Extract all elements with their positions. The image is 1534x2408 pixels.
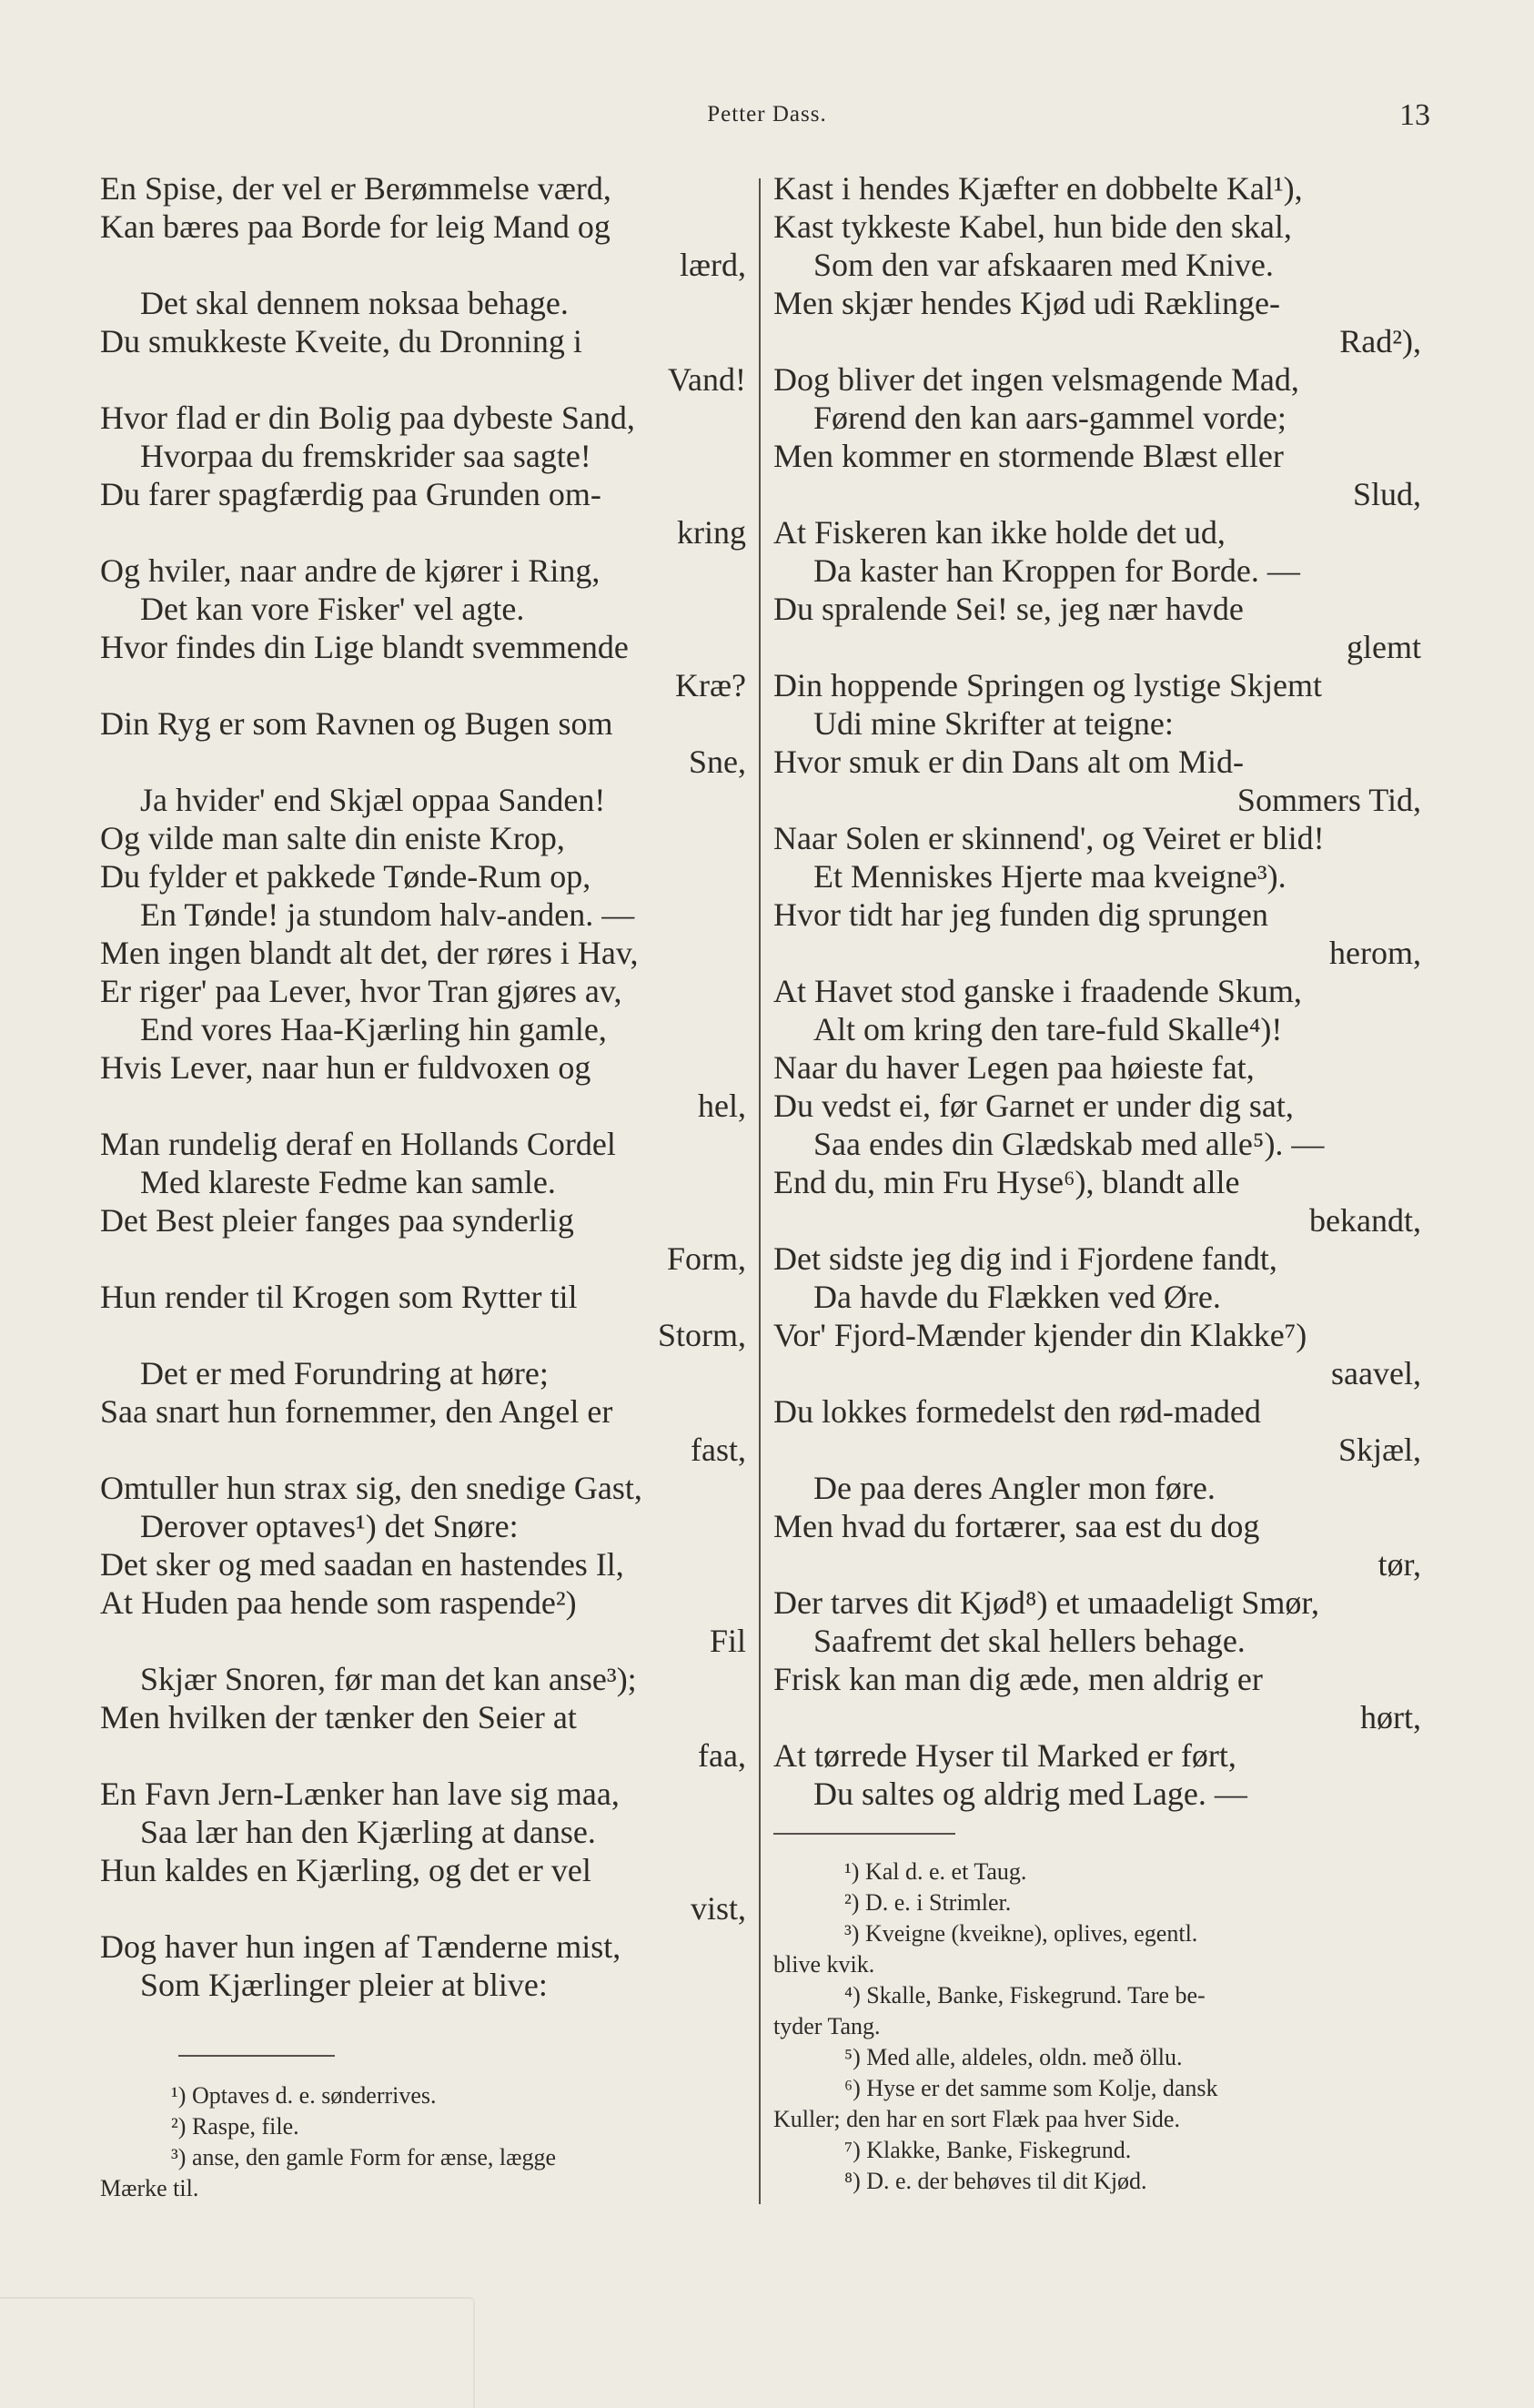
verse-line: Kan bæres paa Borde for leig Mand og [100, 208, 611, 245]
footnote: ²) Raspe, file. [171, 2113, 299, 2140]
left-footnotes [100, 2080, 746, 2204]
left-poem [100, 169, 746, 2004]
footnote: ⁸) D. e. der behøves til dit Kjød. [844, 2168, 1147, 2194]
verse-line: faa, [698, 1737, 746, 1774]
right-poem [773, 169, 1421, 1813]
verse-line: Som den var afskaaren med Knive. [813, 247, 1274, 283]
verse-line: Sne, [689, 744, 746, 780]
footnote: Kuller; den har en sort Flæk paa hver Side. [773, 2106, 1180, 2132]
verse-line: Der tarves dit Kjød⁸) et umaadeligt Smør, [773, 1584, 1319, 1621]
verse-line: At tørrede Hyser til Marked er ført, [773, 1737, 1236, 1774]
page-number: 13 [1399, 98, 1430, 132]
verse-line: Det er med Forundring at høre; [140, 1355, 549, 1391]
verse-line: Men hvilken der tænker den Seier at [100, 1699, 577, 1735]
footnote: ³) anse, den gamle Form for ænse, lægge [171, 2144, 556, 2170]
verse-line: At Havet stod ganske i fraadende Skum, [773, 973, 1302, 1009]
verse-line: fast, [691, 1432, 746, 1468]
verse-line: Saa snart hun fornemmer, den Angel er [100, 1393, 613, 1430]
verse-line: Skjæl, [1337, 1432, 1421, 1468]
verse-line: Rad²), [1339, 323, 1421, 359]
footnote: ⁷) Klakke, Banke, Fiskegrund. [844, 2137, 1132, 2163]
verse-line: herom, [1329, 935, 1421, 971]
verse-line: Det sker og med saadan en hastendes Il, [100, 1546, 624, 1583]
footnote: ¹) Kal d. e. et Taug. [844, 1858, 1027, 1885]
verse-line: Storm, [657, 1317, 746, 1353]
verse-line: Derover optaves¹) det Snøre: [140, 1508, 519, 1544]
verse-line: Da kaster han Kroppen for Borde. — [813, 552, 1300, 589]
verse-line: Men hvad du fortærer, saa est du dog [773, 1508, 1260, 1544]
verse-line: En Tønde! ja stundom halv-anden. — [140, 896, 635, 933]
verse-line: Kræ? [675, 667, 746, 703]
verse-line: Hvis Lever, naar hun er fuldvoxen og [100, 1049, 591, 1086]
verse-line: Og hviler, naar andre de kjører i Ring, [100, 552, 600, 589]
verse-line: Du farer spagfærdig paa Grunden om- [100, 476, 601, 512]
verse-line: Sommers Tid, [1236, 782, 1421, 818]
verse-line: En Favn Jern-Lænker han lave sig maa, [100, 1776, 620, 1812]
verse-line: Men kommer en stormende Blæst eller [773, 438, 1284, 474]
verse-line: Du smukkeste Kveite, du Dronning i [100, 323, 582, 359]
verse-line: De paa deres Angler mon føre. [813, 1470, 1216, 1506]
footnote: blive kvik. [773, 1951, 875, 1978]
verse-line: Da havde du Flækken ved Øre. [813, 1279, 1221, 1315]
verse-line: Skjær Snoren, før man det kan anse³); [140, 1661, 637, 1697]
verse-line: Din Ryg er som Ravnen og Bugen som [100, 705, 613, 742]
verse-line: Hvor flad er din Bolig paa dybeste Sand, [100, 400, 635, 436]
verse-line: Vand! [668, 361, 746, 398]
verse-line: Hvor findes din Lige blandt svemmende [100, 629, 629, 665]
verse-line: Saafremt det skal hellers behage. [813, 1623, 1246, 1659]
verse-line: Man rundelig deraf en Hollands Cordel [100, 1126, 616, 1162]
verse-line: Slud, [1352, 476, 1421, 512]
verse-line: Form, [666, 1240, 746, 1277]
verse-line: vist, [690, 1890, 746, 1927]
footnote-rule [773, 1833, 955, 1835]
verse-line: Du lokkes formedelst den rød-maded [773, 1393, 1261, 1430]
verse-line: Vor' Fjord-Mænder kjender din Klakke⁷) [773, 1317, 1307, 1353]
verse-line: Hvor tidt har jeg funden dig sprungen [773, 896, 1268, 933]
verse-line: End vores Haa-Kjærling hin gamle, [140, 1011, 607, 1047]
verse-line: saavel, [1331, 1355, 1421, 1391]
footnote: ⁴) Skalle, Banke, Fiskegrund. Tare be- [844, 1982, 1206, 2008]
verse-line: lærd, [679, 247, 746, 283]
verse-line: Omtuller hun strax sig, den snedige Gast, [100, 1470, 642, 1506]
verse-line: Det kan vore Fisker' vel agte. [140, 591, 525, 627]
verse-line: bekandt, [1309, 1202, 1421, 1239]
verse-line: Men ingen blandt alt det, der røres i Hav, [100, 935, 639, 971]
verse-line: Frisk kan man dig æde, men aldrig er [773, 1661, 1263, 1697]
page-edge [0, 2297, 475, 2408]
verse-line: Et Menniskes Hjerte maa kveigne³). [813, 858, 1287, 895]
footnote: ¹) Optaves d. e. sønderrives. [171, 2082, 437, 2109]
left-column [100, 169, 746, 2204]
verse-line: Udi mine Skrifter at teigne: [813, 705, 1174, 742]
footnote-rule [178, 2055, 335, 2057]
right-column [773, 169, 1421, 2197]
verse-line: Førend den kan aars-gammel vorde; [813, 400, 1287, 436]
verse-line: Naar du haver Legen paa høieste fat, [773, 1049, 1255, 1086]
verse-line: tør, [1378, 1546, 1421, 1583]
column-divider [759, 178, 761, 2204]
verse-line: hel, [698, 1088, 746, 1124]
verse-line: At Fiskeren kan ikke holde det ud, [773, 514, 1226, 551]
verse-line: Hun render til Krogen som Rytter til [100, 1279, 578, 1315]
verse-line: Alt om kring den tare-fuld Skalle⁴)! [813, 1011, 1283, 1047]
verse-line: Det sidste jeg dig ind i Fjordene fandt, [773, 1240, 1277, 1277]
footnote: ⁶) Hyse er det samme som Kolje, dansk [844, 2075, 1218, 2101]
footnote: ²) D. e. i Strimler. [844, 1889, 1012, 1916]
verse-line: Hvor smuk er din Dans alt om Mid- [773, 744, 1244, 780]
verse-line: Fil [709, 1623, 746, 1659]
verse-line: Du vedst ei, før Garnet er under dig sat, [773, 1088, 1294, 1124]
verse-line: kring [677, 514, 746, 551]
verse-line: Hun kaldes en Kjærling, og det er vel [100, 1852, 591, 1888]
footnote: Mærke til. [100, 2175, 199, 2201]
verse-line: Som Kjærlinger pleier at blive: [140, 1967, 548, 2003]
footnote: ³) Kveigne (kveikne), oplives, egentl. [844, 1920, 1198, 1947]
running-title: Petter Dass. [707, 102, 827, 126]
verse-line: glemt [1347, 629, 1421, 665]
verse-line: Du saltes og aldrig med Lage. — [813, 1776, 1247, 1812]
footnote: ⁵) Med alle, aldeles, oldn. með öllu. [844, 2044, 1183, 2070]
verse-line: Saa lær han den Kjærling at danse. [140, 1814, 596, 1850]
verse-line: Du spralende Sei! se, jeg nær havde [773, 591, 1244, 627]
verse-line: Din hoppende Springen og lystige Skjemt [773, 667, 1322, 703]
running-head [0, 98, 1534, 135]
verse-line: End du, min Fru Hyse⁶), blandt alle [773, 1164, 1240, 1200]
verse-line: En Spise, der vel er Berømmelse værd, [100, 170, 611, 207]
verse-line: Og vilde man salte din eniste Krop, [100, 820, 565, 856]
verse-line: Ja hvider' end Skjæl oppaa Sanden! [140, 782, 606, 818]
verse-line: Du fylder et pakkede Tønde-Rum op, [100, 858, 591, 895]
verse-line: Men skjær hendes Kjød udi Ræklinge- [773, 285, 1280, 321]
verse-line: Saa endes din Glædskab med alle⁵). — [813, 1126, 1325, 1162]
verse-line: Det Best pleier fanges paa synderlig [100, 1202, 574, 1239]
verse-line: Hvorpaa du fremskrider saa sagte! [140, 438, 591, 474]
footnote: tyder Tang. [773, 2013, 881, 2039]
verse-line: Dog bliver det ingen velsmagende Mad, [773, 361, 1299, 398]
verse-line: Det skal dennem noksaa behage. [140, 285, 569, 321]
verse-line: Med klareste Fedme kan samle. [140, 1164, 556, 1200]
verse-line: At Huden paa hende som raspende²) [100, 1584, 577, 1621]
verse-line: hørt, [1360, 1699, 1421, 1735]
verse-line: Kast tykkeste Kabel, hun bide den skal, [773, 208, 1292, 245]
verse-line: Naar Solen er skinnend', og Veiret er blid! [773, 820, 1325, 856]
verse-line: Kast i hendes Kjæfter en dobbelte Kal¹), [773, 170, 1303, 207]
verse-line: Dog haver hun ingen af Tænderne mist, [100, 1928, 621, 1965]
verse-line: Er riger' paa Lever, hvor Tran gjøres av, [100, 973, 622, 1009]
right-footnotes [773, 1857, 1421, 2197]
